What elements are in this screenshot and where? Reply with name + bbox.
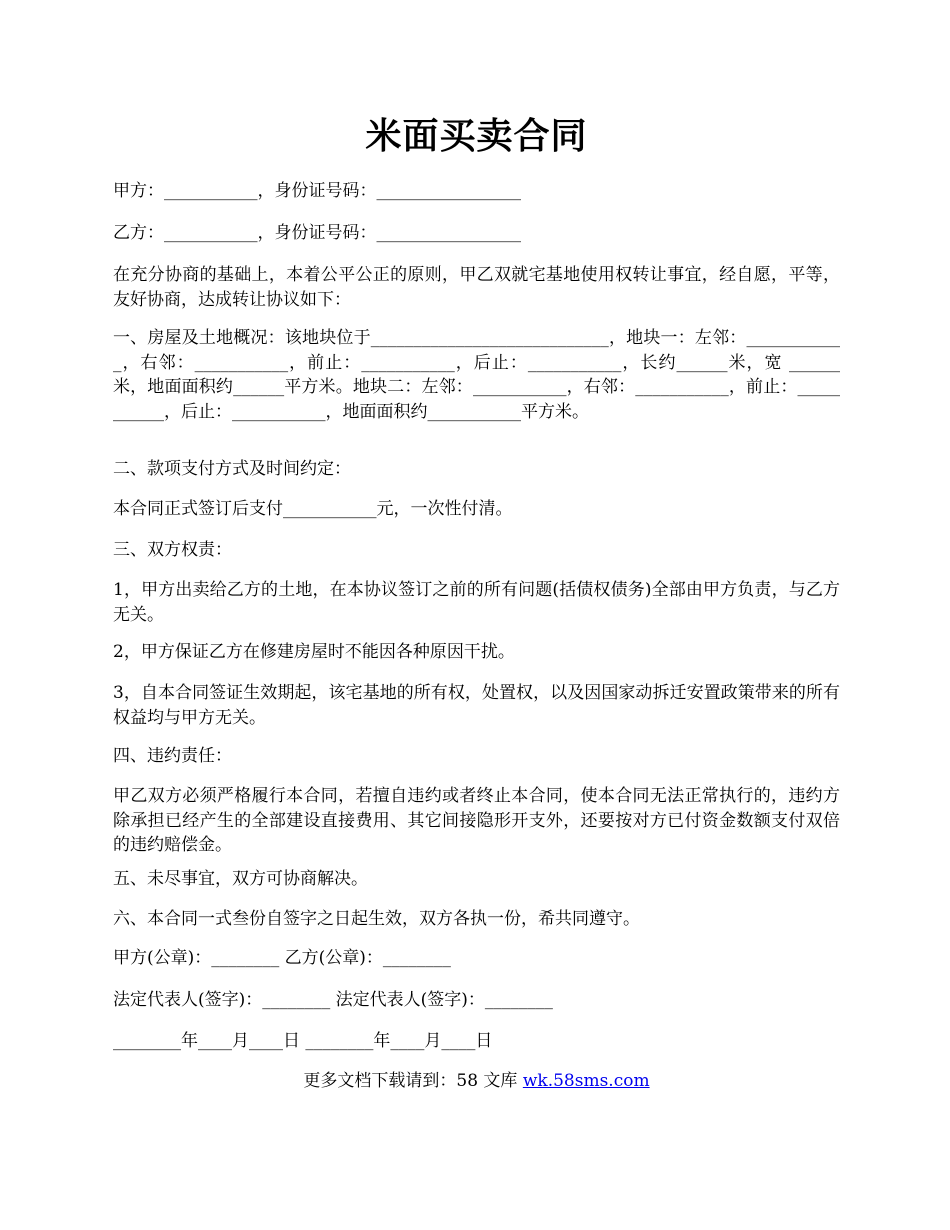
section-3-heading: 三、双方权责：: [113, 540, 232, 560]
section-5: 五、未尽事宜，双方可协商解决。: [113, 869, 368, 889]
date-line: ________年____月____日 ________年____月____日: [113, 1031, 493, 1051]
intro-paragraph: 在充分协商的基础上，本着公平公正的原则，甲乙双就宅基地使用权转让事宜，经自愿，平等，友好协商，达成转让协议如下：: [113, 265, 840, 310]
party-a-line: 甲方：___________，身份证号码：_________________: [113, 181, 521, 201]
document-title: 米面买卖合同: [365, 115, 588, 157]
payment-clause: 本合同正式签订后支付___________元，一次性付清。: [113, 499, 513, 519]
footer: [113, 1068, 840, 1094]
clause-3-3: 3，自本合同签证生效期起，该宅基地的所有权，处置权，以及因国家动拆迁安置政策带来的所有权益均与甲方无关。: [113, 683, 840, 728]
clause-3-1: 1，甲方出卖给乙方的土地，在本协议签订之前的所有问题(括债权债务)全部由甲方负责，与乙方无关。: [113, 580, 840, 625]
section-6: 六、本合同一式叁份自签字之日起生效，双方各执一份，希共同遵守。: [113, 909, 640, 929]
seal-line: 甲方(公章)：________ 乙方(公章)：________: [113, 948, 451, 968]
section-4-heading: 四、违约责任：: [113, 746, 232, 766]
signature-line: 法定代表人(签字)：________ 法定代表人(签字)：________: [113, 990, 553, 1010]
clause-3-2: 2，甲方保证乙方在修建房屋时不能因各种原因干扰。: [113, 642, 515, 662]
footer-text: 更多文档下载请到：58 文库: [303, 1071, 523, 1091]
party-b-line: 乙方：___________，身份证号码：_________________: [113, 223, 521, 243]
section-1-property-land: 一、房屋及土地概况：该地块位于____________________________，地块一：左邻：____________，右邻：___________，前止：___________，后止：___________，长约______米，宽 ______米，地面面积约______平方米。地块二：左邻：___________，右邻：___________，前止：___________，后止：___________，地面面积约___________平方米。: [113, 328, 840, 422]
breach-clause: 甲乙双方必须严格履行本合同，若擅自违约或者终止本合同，使本合同无法正常执行的，违约方除承担已经产生的全部建设直接费用、其它间接隐形开支外，还要按对方已付资金数额支付双倍的违约赔偿金。: [113, 786, 840, 855]
section-2-heading: 二、款项支付方式及时间约定：: [113, 459, 351, 479]
footer-link[interactable]: wk.58sms.com: [522, 1071, 650, 1091]
